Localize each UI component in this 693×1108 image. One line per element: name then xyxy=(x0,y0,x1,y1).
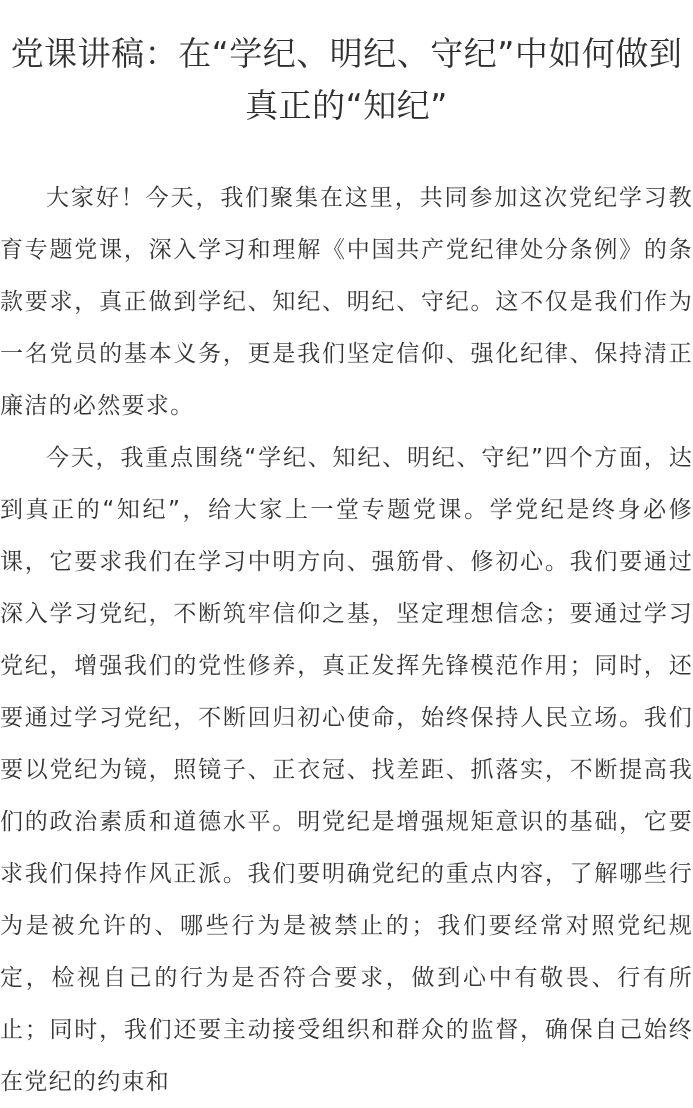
paragraph: 今天，我重点围绕“学纪、知纪、明纪、守纪”四个方面，达到真正的“知纪”，给大家上一堂专题党课。学党纪是终身必修课，它要求我们在学习中明方向、强筋骨、修初心。我们要通过深入学习党纪，不断筑牢信仰之基，坚定理想信念；要通过学习党纪，增强我们的党性修养，真正发挥先锋模范作用；同时，还要通过学习党纪，不断回归初心使命，始终保持人民立场。我们要以党纪为镜，照镜子、正衣冠、找差距、抓落实，不断提高我们的政治素质和道德水平。明党纪是增强规矩意识的基础，它要求我们保持作风正派。我们要明确党纪的重点内容，了解哪些行为是被允许的、哪些行为是被禁止的；我们要经常对照党纪规定，检视自己的行为是否符合要求，做到心中有敬畏、行有所止；同时，我们还要主动接受组织和群众的监督，确保自己始终在党纪的约束和 xyxy=(0,445,693,1095)
article-body xyxy=(0,172,693,1108)
paragraph: 大家好！今天，我们聚集在这里，共同参加这次党纪学习教育专题党课，深入学习和理解《中国共产党纪律处分条例》的条款要求，真正做到学纪、知纪、明纪、守纪。这不仅是我们作为一名党员的基本义务，更是我们坚定信仰、强化纪律、保持清正廉洁的必然要求。 xyxy=(0,185,693,419)
article-title: 党课讲稿：在“学纪、明纪、守纪”中如何做到真正的“知纪” xyxy=(10,34,683,125)
